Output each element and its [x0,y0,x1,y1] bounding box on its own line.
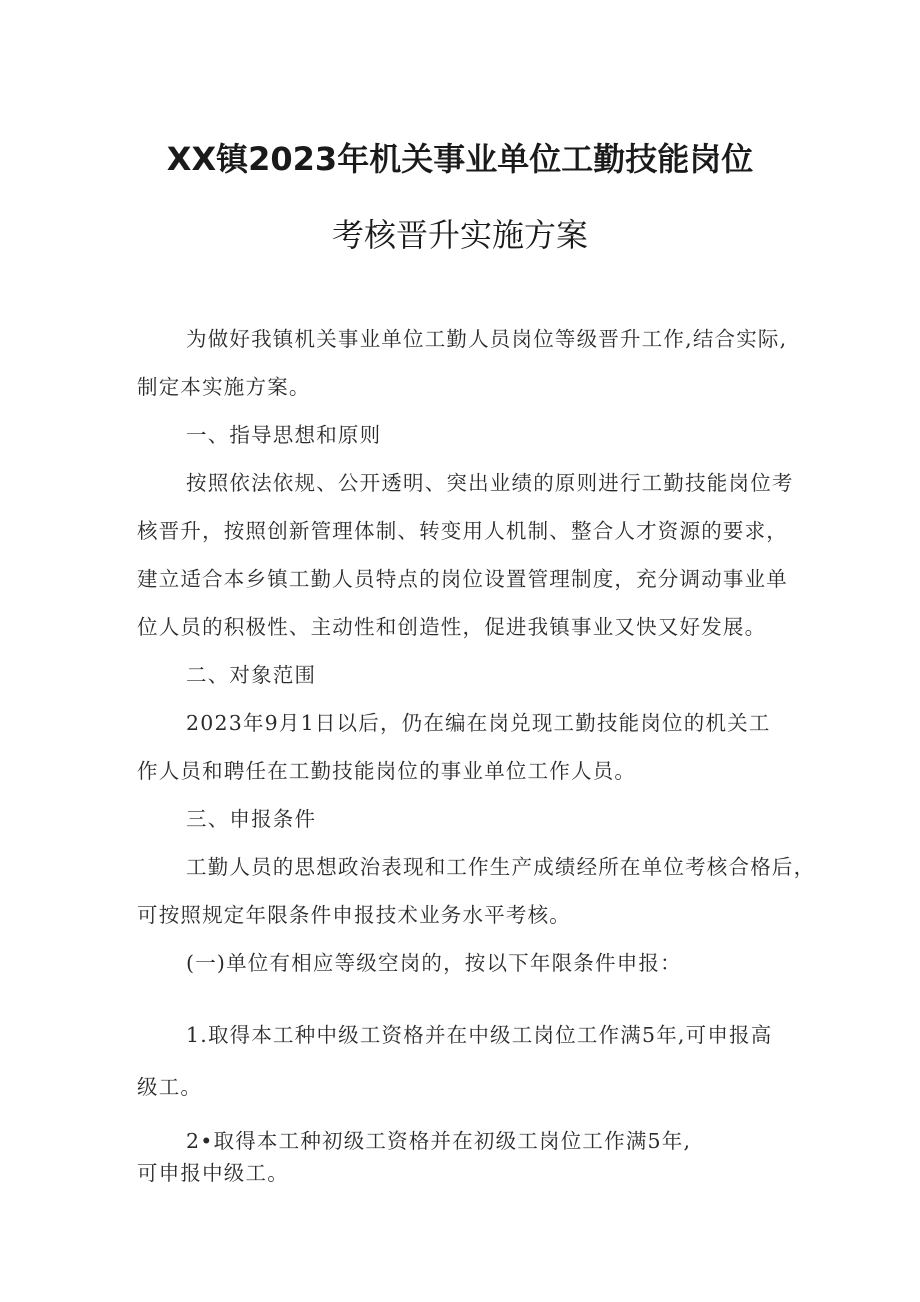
list-item-2-line-1: 2•取得本工种初级工资格并在初级工岗位工作满5年, [186,1129,692,1153]
paragraph-scope-line-2: 作人员和聘任在工勤技能岗位的事业单位工作人员。 [137,759,637,783]
paragraph-scope-line-1: 2023年9月1日以后，仍在编在岗兑现工勤技能岗位的机关工 [186,711,771,735]
section-heading-1: 一、指导思想和原则 [186,423,382,447]
paragraph-intro-line-2: 制定本实施方案。 [137,375,311,399]
list-item-2-line-2: 可申报中级工。 [137,1161,289,1185]
subsection-heading-1: (一)单位有相应等级空岗的，按以下年限条件申报： [186,951,682,975]
paragraph-principles-line-3: 建立适合本乡镇工勤人员特点的岗位设置管理制度，充分调动事业单 [137,567,788,591]
paragraph-principles-line-4: 位人员的积极性、主动性和创造性，促进我镇事业又快又好发展。 [137,615,767,639]
paragraph-principles-line-2: 核晋升，按照创新管理体制、转变用人机制、整合人才资源的要求， [137,519,788,543]
paragraph-intro-line-1: 为做好我镇机关事业单位工勤人员岗位等级晋升工作,结合实际, [186,327,788,351]
section-heading-2: 二、对象范围 [186,663,317,687]
paragraph-conditions-line-1: 工勤人员的思想政治表现和工作生产成绩经所在单位考核合格后， [186,855,816,879]
paragraph-principles-line-1: 按照依法依规、公开透明、突出业绩的原则进行工勤技能岗位考 [186,471,794,495]
document-title-line-1: XX镇2023年机关事业单位工勤技能岗位 [166,140,754,178]
section-heading-3: 三、申报条件 [186,807,317,831]
list-item-1-line-2: 级工。 [137,1075,203,1099]
document-title-line-2: 考核晋升实施方案 [331,216,588,254]
list-item-1-line-1: 1.取得本工种中级工资格并在中级工岗位工作满5年,可申报高 [186,1023,773,1047]
paragraph-conditions-line-2: 可按照规定年限条件申报技术业务水平考核。 [137,903,571,927]
